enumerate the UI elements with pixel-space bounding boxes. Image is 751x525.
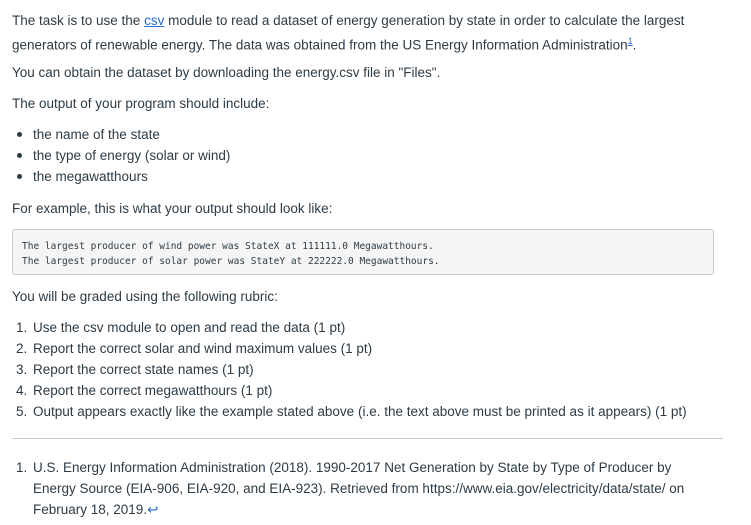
intro-paragraph xyxy=(12,10,684,56)
list-number: 3. xyxy=(16,362,28,377)
intro-end: . xyxy=(632,37,637,53)
obtain-paragraph: You can obtain the dataset by downloading the energy.csv file in "Files". xyxy=(12,65,441,80)
intro-text: The task is to use the xyxy=(12,13,145,28)
list-item xyxy=(12,380,687,401)
output-bullet-list xyxy=(12,124,230,187)
output-heading: The output of your program should include: xyxy=(12,96,270,111)
intro-text-line2: generators of renewable energy. The data was obtained from the US Energy Information Administration xyxy=(12,37,628,53)
list-item xyxy=(12,338,687,359)
bullet-icon xyxy=(17,132,22,137)
list-number: 2. xyxy=(16,341,28,356)
bullet-icon xyxy=(17,153,22,158)
list-item-text: the name of the state xyxy=(33,127,160,142)
rubric-list xyxy=(12,317,687,422)
footnote-ref-link[interactable]: 1 xyxy=(627,36,633,46)
list-item-text: the megawatthours xyxy=(33,169,148,184)
code-line: The largest producer of solar power was StateY at 222222.0 Megawatthours. xyxy=(22,256,440,267)
list-number: 1. xyxy=(16,320,28,335)
list-number: 5. xyxy=(16,404,28,419)
footnote xyxy=(12,457,733,520)
list-number: 4. xyxy=(16,383,28,398)
footnote-text: February 18, 2019. xyxy=(33,502,148,517)
list-item-text: Use the csv module to open and read the data (1 pt) xyxy=(33,320,346,335)
list-item-text: Report the correct solar and wind maximum values (1 pt) xyxy=(33,341,373,356)
return-arrow-icon[interactable]: ↩ xyxy=(147,502,159,517)
list-item xyxy=(12,317,687,338)
list-item-text: Report the correct megawatthours (1 pt) xyxy=(33,383,273,398)
list-item xyxy=(12,124,230,145)
list-item-text: Report the correct state names (1 pt) xyxy=(33,362,254,377)
footnote-text: U.S. Energy Information Administration (2018). 1990-2017 Net Generation by State by Type of Producer by xyxy=(33,460,672,475)
list-item xyxy=(12,166,230,187)
csv-link[interactable]: csv xyxy=(144,13,165,28)
list-item xyxy=(12,145,230,166)
list-item xyxy=(12,359,687,380)
footnote-number: 1. xyxy=(16,460,28,475)
bullet-icon xyxy=(17,174,22,179)
footnote-text: Energy Source (EIA-906, EIA-920, and EIA-923). Retrieved from https://www.eia.gov/electricity/data/state/ on xyxy=(33,481,685,496)
list-item xyxy=(12,401,687,422)
rubric-heading: You will be graded using the following rubric: xyxy=(12,289,278,304)
intro-text-cont: module to read a dataset of energy generation by state in order to calculate the largest xyxy=(164,13,685,28)
example-heading: For example, this is what your output should look like: xyxy=(12,201,333,216)
list-item-text: the type of energy (solar or wind) xyxy=(33,148,231,163)
code-line: The largest producer of wind power was StateX at 111111.0 Megawatthours. xyxy=(22,241,434,252)
list-item-text: Output appears exactly like the example stated above (i.e. the text above must be printed as it appears) (1 pt) xyxy=(33,404,687,419)
footnote-divider xyxy=(12,438,723,439)
code-block xyxy=(12,229,714,275)
